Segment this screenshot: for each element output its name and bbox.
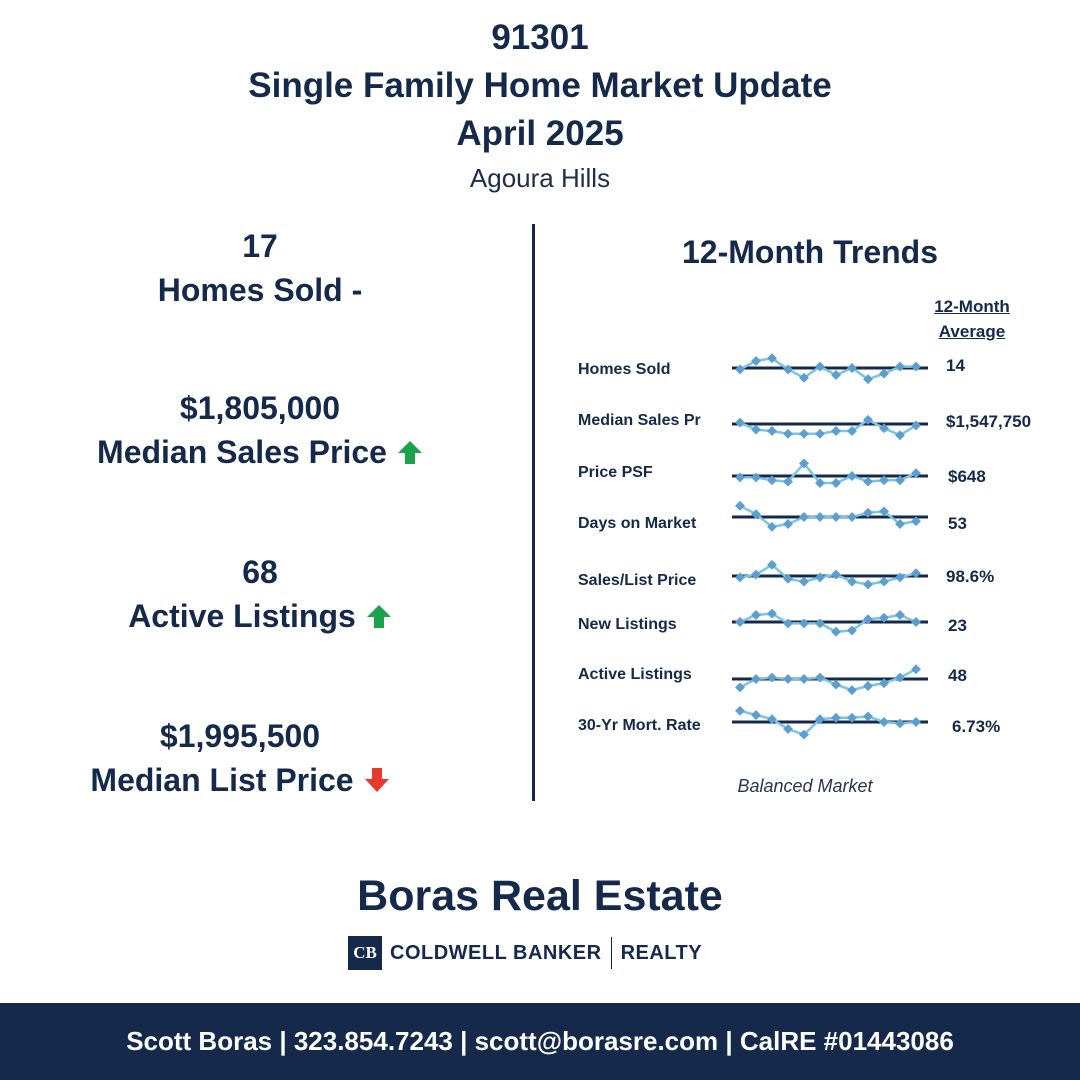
trend-label: 30-Yr Mort. Rate <box>578 717 701 734</box>
trend-label: Days on Market <box>578 515 697 532</box>
logo-separator <box>611 937 612 969</box>
sparkline-point <box>767 426 777 436</box>
sparkline-point <box>847 512 857 522</box>
trend-average: 98.6% <box>946 567 995 586</box>
contact-footer <box>0 1003 1080 1080</box>
sparkline-point <box>879 717 889 727</box>
coldwell-banker-logo <box>348 935 702 971</box>
sparkline-point <box>751 710 761 720</box>
trend-label: Homes Sold <box>578 361 671 378</box>
sparkline-point <box>799 674 809 684</box>
sparkline-point <box>783 674 793 684</box>
median-list-value: $1,995,500 <box>159 718 321 754</box>
area-name: Agoura Hills <box>469 163 611 193</box>
market-condition: Balanced Market <box>737 776 873 796</box>
sparkline <box>732 394 928 454</box>
sparkline-point <box>799 618 809 628</box>
trend-average: 48 <box>948 666 967 685</box>
sparkline-point <box>831 512 841 522</box>
sparkline-point <box>735 364 745 374</box>
sparkline-point <box>799 512 809 522</box>
stat-homes-sold <box>0 224 520 312</box>
stat-median-sales-price <box>0 386 520 474</box>
sparkline-point <box>863 477 873 487</box>
median-sales-label: Median Sales Price <box>97 434 387 470</box>
sparkline-series <box>740 420 916 435</box>
active-listings-value: 68 <box>242 554 278 590</box>
trend-label: Median Sales Pr <box>578 412 701 429</box>
sparkline-point <box>847 471 857 481</box>
sparkline-point <box>831 426 841 436</box>
sparkline-point <box>815 429 825 439</box>
sparkline-point <box>815 673 825 683</box>
report-title: Single Family Home Market Update <box>248 66 832 105</box>
sparkline-point <box>847 577 857 587</box>
sparkline-point <box>895 362 905 372</box>
sparkline-point <box>831 370 841 380</box>
sparkline-point <box>751 674 761 684</box>
sparkline <box>732 487 928 547</box>
sparkline-series <box>740 463 916 483</box>
contact-info: Scott Boras | 323.854.7243 | scott@borasre.com | CalRE #01443086 <box>126 1026 954 1056</box>
sparkline-point <box>751 356 761 366</box>
sparkline-point <box>799 577 809 587</box>
sparkline-point <box>799 429 809 439</box>
median-sales-value: $1,805,000 <box>179 390 341 426</box>
stat-median-list-price <box>0 714 500 802</box>
trend-average: 6.73% <box>952 717 1001 736</box>
average-column-header: 12-Month Average <box>934 297 1010 341</box>
sparkline-point <box>815 572 825 582</box>
sparkline-point <box>783 429 793 439</box>
sparkline-point <box>735 617 745 627</box>
sparkline-point <box>735 501 745 511</box>
sparkline-point <box>911 717 921 727</box>
median-list-label: Median List Price <box>90 762 354 798</box>
trend-label: Sales/List Price <box>578 572 697 589</box>
sparkline-point <box>735 706 745 716</box>
trend-label: New Listings <box>578 616 677 633</box>
active-listings-label: Active Listings <box>128 598 356 634</box>
brand-name: Boras Real Estate <box>357 872 723 920</box>
report-period: April 2025 <box>456 114 624 153</box>
sparkline-point <box>863 711 873 721</box>
sparkline-point <box>863 579 873 589</box>
sparkline-point <box>751 472 761 482</box>
sparkline-point <box>735 682 745 692</box>
sparkline-point <box>751 425 761 435</box>
sparkline-point <box>911 617 921 627</box>
sparkline-point <box>831 627 841 637</box>
sparkline-point <box>735 418 745 428</box>
trend-average: 53 <box>948 514 967 533</box>
sparkline-point <box>895 673 905 683</box>
sparkline <box>732 338 928 398</box>
homes-sold-label: Homes Sold - <box>157 272 363 308</box>
sparkline-point <box>879 369 889 379</box>
column-divider <box>532 224 535 801</box>
sparkline-point <box>831 680 841 690</box>
sparkline-point <box>863 681 873 691</box>
sparkline-point <box>911 362 921 372</box>
sparkline <box>732 592 928 652</box>
sparkline <box>732 692 928 752</box>
sparkline-point <box>735 572 745 582</box>
sparkline-point <box>751 610 761 620</box>
up-arrow-icon <box>397 439 423 465</box>
up-arrow-icon <box>366 603 392 629</box>
trend-average: $1,547,750 <box>946 412 1032 431</box>
logo-division: REALTY <box>620 941 703 964</box>
cb-mark-icon: CB <box>348 936 382 970</box>
down-arrow-icon <box>364 767 390 793</box>
trend-average: $648 <box>948 467 986 486</box>
sparkline-point <box>783 519 793 529</box>
sparkline-point <box>815 618 825 628</box>
trends-title: 12-Month Trends <box>681 234 938 270</box>
sparkline-point <box>767 673 777 683</box>
trend-label: Price PSF <box>578 464 653 481</box>
sparkline-point <box>895 572 905 582</box>
stat-active-listings <box>0 550 520 638</box>
report-header <box>0 14 1080 196</box>
homes-sold-value: 17 <box>242 228 278 264</box>
trend-label: Active Listings <box>578 666 692 683</box>
zip-code: 91301 <box>491 18 589 57</box>
sparkline-point <box>735 472 745 482</box>
trend-average: 14 <box>946 356 965 375</box>
sparkline-point <box>879 577 889 587</box>
trend-average: 23 <box>948 616 967 635</box>
sparkline-point <box>895 718 905 728</box>
sparkline-point <box>831 570 841 580</box>
sparkline-point <box>895 610 905 620</box>
sparkline-point <box>815 512 825 522</box>
logo-name: COLDWELL BANKER <box>390 941 602 964</box>
sparkline-point <box>911 664 921 674</box>
